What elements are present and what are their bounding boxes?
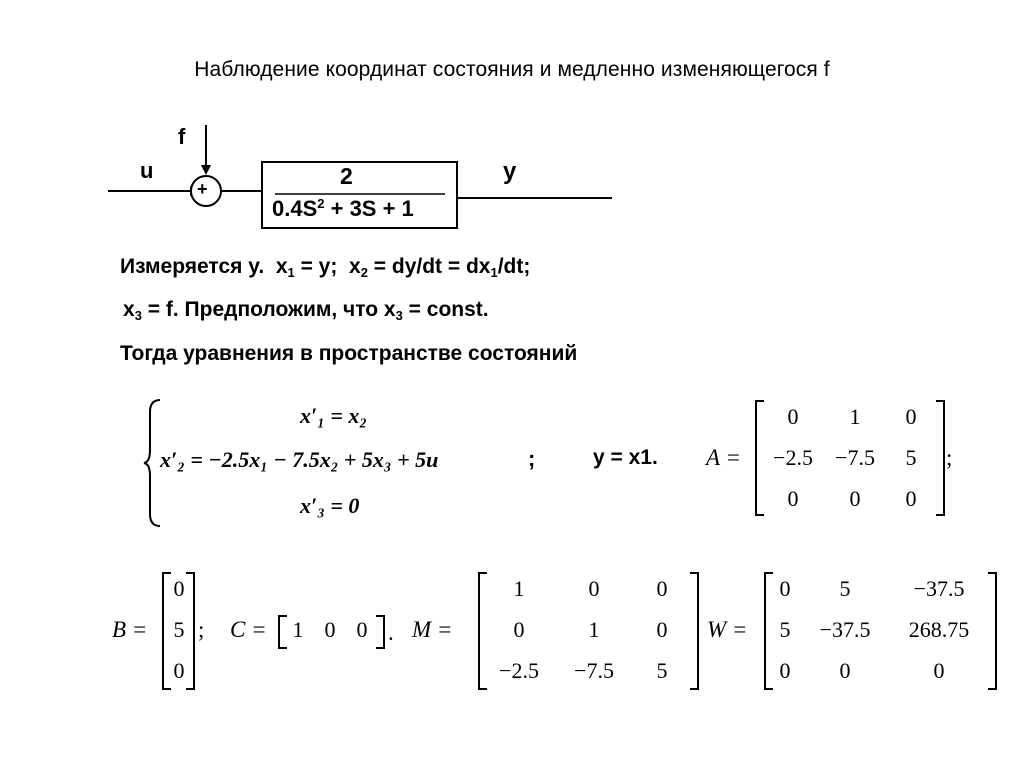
matrix-a <box>762 404 936 512</box>
summer-plus-sign: + <box>197 179 208 199</box>
matrix-a-label: A = <box>706 445 741 470</box>
matrix-m-cell: −2.5 <box>499 658 539 683</box>
matrix-a-cell: 0 <box>905 404 917 429</box>
matrix-w-cell: 0 <box>839 658 851 683</box>
matrix-c <box>282 617 378 643</box>
matrix-b-label: B = <box>112 617 148 642</box>
matrix-m-cell: −7.5 <box>574 658 614 683</box>
matrix-m-cell: 1 <box>513 576 525 601</box>
input-f-label: f <box>178 124 186 149</box>
matrix-w-cell: −37.5 <box>913 576 965 601</box>
matrix-m-cell: 0 <box>656 576 668 601</box>
matrix-a-cell: 0 <box>905 486 917 511</box>
matrix-a-semicolon: ; <box>946 445 953 470</box>
matrix-b-cell: 0 <box>173 658 185 683</box>
matrix-w <box>770 576 988 684</box>
matrix-m-cell: 0 <box>588 576 600 601</box>
matrix-w-cell: −37.5 <box>819 617 871 642</box>
matrix-c-period: . <box>388 620 394 645</box>
matrix-a-cell: 5 <box>905 445 917 470</box>
matrix-b-right-bracket <box>186 572 195 690</box>
matrix-w-cell: 0 <box>779 576 791 601</box>
equation-1: x′₁ = x₂ <box>300 403 368 428</box>
matrix-m-cell: 1 <box>588 617 600 642</box>
matrix-m-cell: 5 <box>656 658 668 683</box>
page-title: Наблюдение координат состояния и медленно изменяющегося f <box>194 58 830 81</box>
matrix-c-cell: 1 <box>292 617 304 642</box>
matrix-m-label: M = <box>412 617 453 642</box>
matrix-a-cell: −7.5 <box>835 445 875 470</box>
tf-numerator: 2 <box>340 163 353 189</box>
matrix-m <box>484 576 690 684</box>
text-line-state-space: Тогда уравнения в пространстве состояний <box>120 342 578 365</box>
matrix-w-cell: 0 <box>933 658 945 683</box>
tf-denominator: $0.4S^2 + 3S + 1$ <box>272 196 414 221</box>
matrix-a-cell: 0 <box>787 486 799 511</box>
matrix-c-cell: 0 <box>356 617 368 642</box>
text-line-assumption: $x_3 = f$. Предположим, что $x_3$ = const. <box>123 298 489 323</box>
matrix-b-semicolon: ; <box>198 617 205 642</box>
matrix-m-cell: 0 <box>656 617 668 642</box>
equation-2-semicolon: ; <box>528 446 536 471</box>
matrix-b-cell: 5 <box>173 617 185 642</box>
output-equation: y = x1. <box>593 446 658 469</box>
matrix-c-label: C = <box>230 617 267 642</box>
matrix-w-cell: 268.75 <box>908 617 970 642</box>
matrix-a-cell: 0 <box>787 404 799 429</box>
matrix-w-label: W = <box>707 617 748 642</box>
matrix-a-cell: 0 <box>849 486 861 511</box>
output-y-label: y <box>503 158 517 185</box>
matrix-a-right-bracket <box>936 400 945 516</box>
input-f-arrowhead <box>201 165 211 175</box>
text-line-measured: Измеряется y. $x_1 = y$; $x_2 = dy/dt = dx_1/dt$; <box>120 255 531 280</box>
matrix-b-cell: 0 <box>173 576 185 601</box>
input-u-label: u <box>140 158 154 183</box>
matrix-a-cell: −2.5 <box>773 445 813 470</box>
matrix-a-cell: 1 <box>849 404 861 429</box>
matrix-m-cell: 0 <box>513 617 525 642</box>
matrix-c-right-bracket <box>376 615 385 649</box>
matrix-w-cell: 5 <box>839 576 851 601</box>
matrix-w-cell: 0 <box>779 658 791 683</box>
matrix-m-right-bracket <box>690 572 699 690</box>
matrix-w-cell: 5 <box>779 617 791 642</box>
equation-3: x′₃ = 0 <box>300 493 360 518</box>
matrix-w-right-bracket <box>988 572 997 690</box>
equation-2: x′₂ = −2.5x₁ − 7.5x₂ + 5x₃ + 5u <box>160 447 439 472</box>
matrix-c-cell: 0 <box>324 617 336 642</box>
